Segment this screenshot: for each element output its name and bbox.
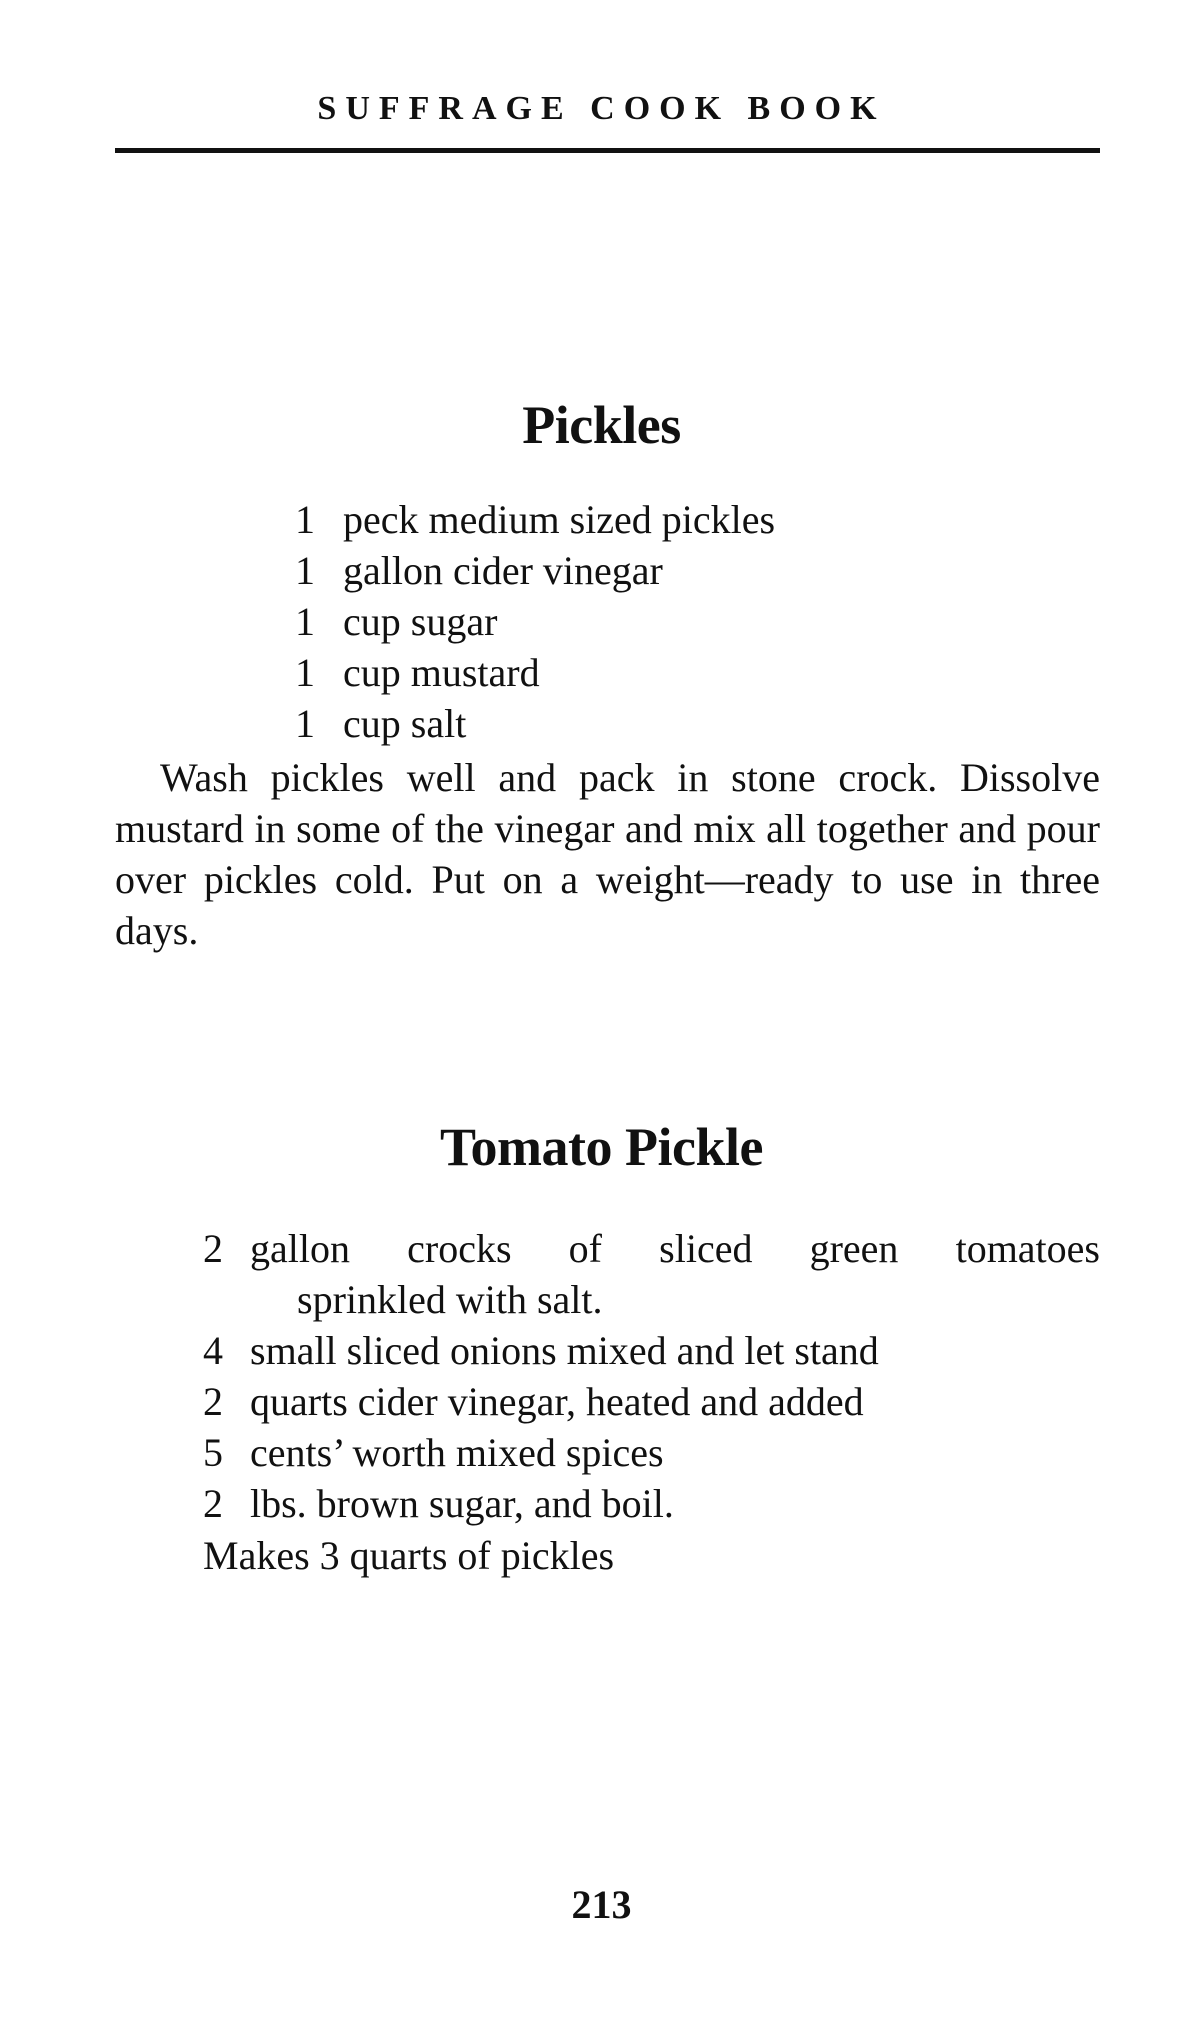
ingredient-item [203, 1478, 1100, 1529]
ingredient-quantity: 1 [295, 497, 315, 542]
ingredient-quantity: 5 [203, 1430, 223, 1475]
recipe-title-pickles: Pickles [522, 395, 681, 455]
yield-note-tomato-pickle: Makes 3 quarts of pickles [203, 1533, 615, 1578]
ingredient-text: gallon crocks of sliced green tomatoes [250, 1226, 1100, 1271]
ingredient-continuation [203, 1274, 1100, 1325]
ingredient-quantity: 1 [295, 650, 315, 695]
ingredient-list-tomato-pickle [203, 1223, 1100, 1529]
ingredient-list-pickles [295, 494, 1015, 749]
ingredient-text: sprinkled with salt. [297, 1277, 603, 1322]
ingredient-text: cup mustard [343, 650, 540, 695]
recipe-title-tomato-pickle: Tomato Pickle [440, 1117, 763, 1177]
ingredient-text: peck medium sized pickles [343, 497, 776, 542]
ingredient-quantity: 4 [203, 1328, 223, 1373]
ingredient-text: small sliced onions mixed and let stand [250, 1328, 879, 1373]
ingredient-quantity: 2 [203, 1226, 223, 1271]
ingredient-text: quarts cider vinegar, heated and added [250, 1379, 864, 1424]
page-number: 213 [571, 1882, 632, 1927]
ingredient-quantity: 1 [295, 701, 315, 746]
ingredient-item [203, 1325, 1100, 1376]
ingredient-text: cents’ worth mixed spices [250, 1430, 664, 1475]
header-rule [115, 148, 1100, 153]
ingredient-item [203, 1223, 1100, 1274]
ingredient-quantity: 1 [295, 599, 315, 644]
ingredient-quantity: 2 [203, 1481, 223, 1526]
ingredient-item [295, 494, 1015, 545]
ingredient-item [295, 698, 1015, 749]
ingredient-item [203, 1376, 1100, 1427]
ingredient-item [295, 545, 1015, 596]
ingredient-text: cup sugar [343, 599, 498, 644]
ingredient-item [295, 647, 1015, 698]
ingredient-text: gallon cider vinegar [343, 548, 663, 593]
ingredient-quantity: 1 [295, 548, 315, 593]
running-header: SUFFRAGE COOK BOOK [317, 90, 886, 127]
ingredient-text: cup salt [343, 701, 467, 746]
ingredient-item [295, 596, 1015, 647]
ingredient-quantity: 2 [203, 1379, 223, 1424]
directions-pickles: Wash pickles well and pack in stone crock. Dissolve mustard in some of the vinegar and mix all together and pour over pickles cold. Put on a weight—ready to use in three days. [115, 755, 1100, 953]
ingredient-item [203, 1427, 1100, 1478]
ingredient-text: lbs. brown sugar, and boil. [250, 1481, 674, 1526]
